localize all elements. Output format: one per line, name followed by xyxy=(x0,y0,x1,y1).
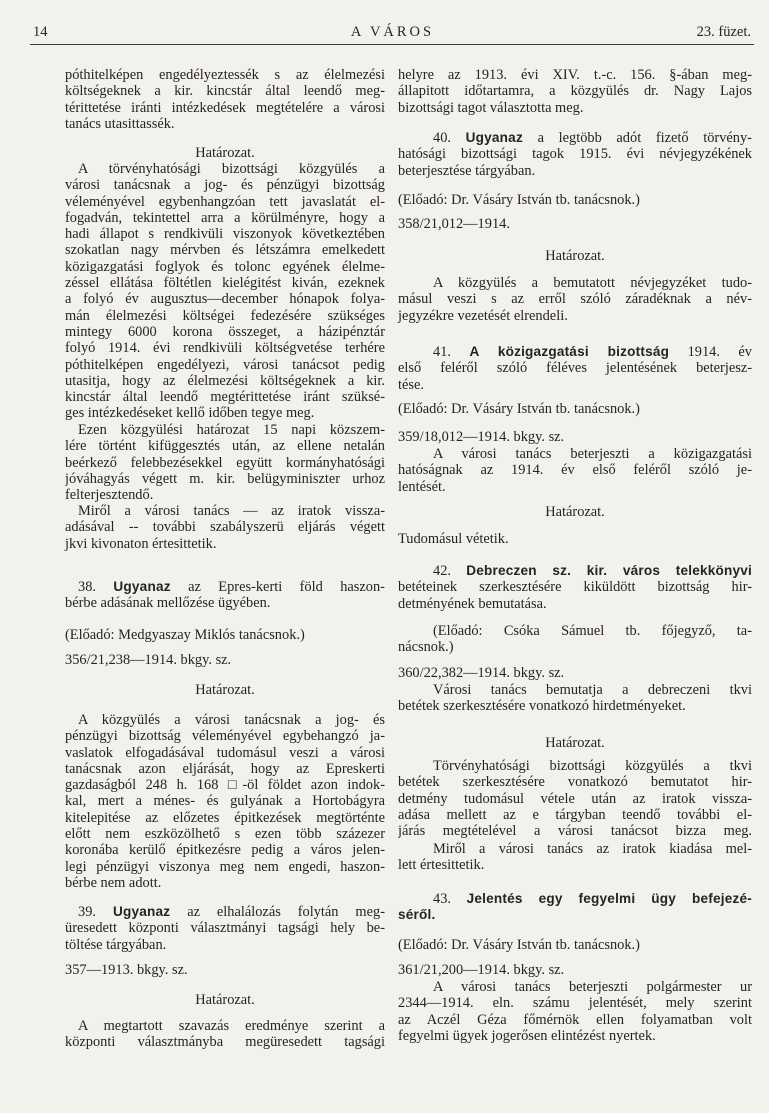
text-line: legi pénzügyi viszonya meg nem engedi, haszon- xyxy=(65,858,385,875)
item-heading xyxy=(398,891,752,907)
text-line: Miről a városi tanács az iratok kiadása mel- xyxy=(433,841,752,857)
text-line: térittetése iránti intézkedések megtételére a városi xyxy=(65,99,385,116)
item-number: 42. xyxy=(433,563,451,579)
text-line: póthitelképen engedélyezi, városi tanácsot pedig xyxy=(65,356,385,373)
text-line: tése. xyxy=(398,376,424,393)
speaker-note: (Előadó: Dr. Vásáry István tb. tanácsnok.) xyxy=(398,401,640,417)
text-line: hatóságnak az 1914. év első feléről szóló je- xyxy=(398,462,752,479)
text-line: pénzügyi bizottság véleményével egybehangzó ja- xyxy=(65,728,385,745)
paragraph xyxy=(65,503,385,552)
text-line: bérbe nem adott. xyxy=(65,874,162,891)
text-line: detmény tudomásul vétele után az iratok vissza- xyxy=(398,790,752,807)
text-line: ges intézkedéseket kellő időben tegye meg. xyxy=(65,405,315,422)
item-title: Ugyanaz xyxy=(465,130,523,145)
text-line: kitelepitése az előzetes épitkezések megtörténte xyxy=(65,809,385,826)
reference-number: 359/18,012—1914. bkgy. sz. xyxy=(398,429,565,445)
item-heading-cont xyxy=(65,595,385,611)
text-line: helyre az 1913. évi XIV. t.-c. 156. §-ában meg- xyxy=(398,67,752,83)
paragraph xyxy=(398,67,752,116)
text-line: beérkező felebbezésekkel együtt kormányhatósági xyxy=(65,454,385,471)
item-heading xyxy=(65,904,385,920)
page-number: 14 xyxy=(33,24,48,40)
text-line: koronába kerülő épitkezésre pedig a város jelen- xyxy=(65,842,385,859)
item-title-cont: séről. xyxy=(398,907,436,923)
reference-number: 360/22,382—1914. bkgy. sz. xyxy=(398,665,565,681)
text-line: detményének bemutatása. xyxy=(398,595,547,612)
item-title: Ugyanaz xyxy=(112,904,171,919)
section-heading: Határozat. xyxy=(195,145,255,161)
paragraph xyxy=(398,446,752,495)
text-line: tanácsnak azon eljárását, hogy az Epreskerti xyxy=(65,760,385,777)
text-line: adásával -- további szabályszerü eljárás végett xyxy=(65,519,385,536)
text-line: fogadván, tekintettel arra a körülményre, hogy a xyxy=(65,209,385,226)
item-heading xyxy=(398,130,752,146)
item-heading-cont xyxy=(65,920,385,953)
text-line: szokatlan nagy mérvben és létszámra emelkedett xyxy=(65,242,385,259)
text-line: jkvi kivonaton értesittetik. xyxy=(65,535,217,552)
item-heading-cont xyxy=(398,360,752,393)
agenda-item-43 xyxy=(398,891,752,924)
text-line: előtt nem eszközölhető s ezen több százezer xyxy=(65,826,385,843)
text-line: hadi állapot s rendkivüli viszonyok következtében xyxy=(65,226,385,243)
text-line: bizottsági tagot választotta meg. xyxy=(398,99,584,116)
text-line: fegyelmi ügyek jogerősen elintézést nyertek. xyxy=(398,1027,656,1044)
text-line: másul veszi s az erről szóló záradéknak a név- xyxy=(398,291,752,308)
item-heading-cont xyxy=(398,146,752,179)
item-number: 41. xyxy=(433,344,451,360)
text-line: A közgyülés a városi tanácsnak a jog- és xyxy=(78,712,385,728)
text-line: kal, mert a ménes- és gulyának a Hortobágyra xyxy=(65,793,385,810)
paragraph xyxy=(65,1018,385,1051)
text-line: A városi tanács beterjeszti a közigazgatási xyxy=(433,446,752,462)
text-line: tanács utasittassék. xyxy=(65,115,175,132)
paragraph xyxy=(65,67,385,132)
speaker-note: (Előadó: Dr. Vásáry István tb. tanácsnok.) xyxy=(398,192,640,208)
item-title: Jelentés egy fegyelmi ügy befejezé- xyxy=(466,891,752,906)
paragraph xyxy=(65,422,385,503)
section-heading: Határozat. xyxy=(195,682,255,698)
speaker-note xyxy=(398,623,752,656)
text-line: hatósági bizottsági tagok 1915. évi névjegyzékének xyxy=(398,146,752,163)
text-line: A közgyülés a bemutatott névjegyzéket tudo- xyxy=(433,275,752,291)
text-line: betétek szerkesztésére vonatkozó hirdetményeket. xyxy=(398,698,686,715)
text-line: töltése tárgyában. xyxy=(65,936,167,953)
section-heading: Határozat. xyxy=(545,248,605,264)
reference-number: 361/21,200—1914. bkgy. sz. xyxy=(398,962,565,978)
text-line: városi tanácsnak a jog- és pénzügyi bizottság xyxy=(65,177,385,194)
header-rule xyxy=(30,44,754,45)
agenda-item-38 xyxy=(65,579,385,612)
reference-number: 358/21,012—1914. xyxy=(398,216,510,232)
text-line: póthitelképen engedélyeztessék s az élelmezési xyxy=(65,67,385,83)
text-line: az Aczél Géza főmérnök ellen folyamatban volt xyxy=(398,1011,752,1028)
text-line: költségeknek a kir. kincstár által leendő meg- xyxy=(65,83,385,100)
text-line: mintegy 6000 korona összeget, a házipénztár xyxy=(65,323,385,340)
text-line: adása mellett az e tárgyban teendő további el- xyxy=(398,806,752,823)
decision-text: Tudomásul vétetik. xyxy=(398,531,509,547)
text-line: bérbe adásának mellőzése ügyében. xyxy=(65,595,271,612)
paragraph xyxy=(65,161,385,422)
item-number: 40. xyxy=(433,130,451,146)
text-line: kincstár által leendő megtérittetése iránt szüksé- xyxy=(65,389,385,406)
text-line: jegyzékre vezetését elrendeli. xyxy=(398,307,568,324)
text-line: nácsnok.) xyxy=(398,639,454,656)
item-number: 39. xyxy=(78,904,96,920)
item-title: A közigazgatási bizottság xyxy=(469,344,670,359)
text-line: Városi tanács bemutatja a debreczeni tkvi xyxy=(433,682,752,698)
text-line: beterjesztése tárgyában. xyxy=(398,162,536,179)
text-line: folyó 1914. évi rendkivüli költségvetése terhére xyxy=(65,340,385,357)
text-line: utasitja, hogy az élelmezési költségeknek a kir. xyxy=(65,372,385,389)
text-line: véleményével egybenhangzóan tett javaslatát el- xyxy=(65,193,385,210)
text-line: járás megtételével a városi tanácsot bizza meg. xyxy=(398,823,752,840)
text-line: állapitott időtartamra, a közgyülés dr. Nagy Lajos xyxy=(398,83,752,100)
text-line: lére történt kifüggesztés után, az ellene netalán xyxy=(65,438,385,455)
text-line: Ezen közgyülési határozat 15 napi közszem- xyxy=(78,422,385,438)
item-heading-cont xyxy=(398,579,752,612)
item-heading-text: 1914. év xyxy=(687,344,752,360)
text-line: jóváhagyás végett m. kir. belügyminiszter urhoz xyxy=(65,470,385,487)
text-line: (Előadó: Csóka Sámuel tb. főjegyző, ta- xyxy=(433,623,752,639)
text-line: betéteinek szerkesztésére kiküldött bizottság hir- xyxy=(398,579,752,596)
section-heading: Határozat. xyxy=(195,992,255,1008)
reference-number: 356/21,238—1914. bkgy. sz. xyxy=(65,652,232,668)
item-title: Debreczen sz. kir. város telekkönyvi xyxy=(466,563,752,578)
item-heading-text: a legtöbb adót fizető törvény- xyxy=(537,130,752,146)
paragraph xyxy=(398,979,752,1044)
text-line: a folyó év augusztus—december hónapok folya- xyxy=(65,291,385,308)
agenda-item-40 xyxy=(398,130,752,179)
item-heading xyxy=(398,563,752,579)
paragraph xyxy=(398,682,752,715)
text-line: 2344—1914. eln. számu jelentését, mely szerint xyxy=(398,995,752,1012)
agenda-item-39 xyxy=(65,904,385,953)
item-heading xyxy=(398,344,752,360)
paragraph xyxy=(398,758,752,839)
speaker-note: (Előadó: Dr. Vásáry István tb. tanácsnok.) xyxy=(398,937,640,953)
text-line: vaslatok elfogadásával tudomásul veszi a városi xyxy=(65,744,385,761)
text-line: A törvényhatósági bizottsági közgyülés a xyxy=(78,161,385,177)
paragraph xyxy=(65,712,385,891)
text-line: üresedett központi választmányi tagsági hely be- xyxy=(65,920,385,937)
text-line: felterjesztendő. xyxy=(65,487,154,504)
issue-label: 23. füzet. xyxy=(696,24,751,40)
item-number: 38. xyxy=(78,579,96,595)
text-line: A városi tanács beterjeszti polgármester ur xyxy=(433,979,752,995)
reference-number: 357—1913. bkgy. sz. xyxy=(65,962,188,978)
text-line: központi választmányba megüresedett tagsági xyxy=(65,1034,385,1051)
agenda-item-41 xyxy=(398,344,752,393)
item-heading-text: az elhalálozás folytán meg- xyxy=(187,904,385,920)
text-line: gazdaságból 248 h. 168 □-öl földet azon indok- xyxy=(65,777,385,794)
text-line: közigazgatási foglyok és tolonc egyének élelme- xyxy=(65,258,385,275)
section-heading: Határozat. xyxy=(545,735,605,751)
item-title: Ugyanaz xyxy=(113,579,171,594)
text-line: betétek szerkesztésére vonatkozó bemutatot hir- xyxy=(398,774,752,791)
speaker-note: (Előadó: Medgyaszay Miklós tanácsnok.) xyxy=(65,627,305,643)
paragraph xyxy=(398,275,752,324)
text-line: Törvényhatósági bizottsági közgyülés a tkvi xyxy=(433,758,752,774)
journal-title: A VÁROS xyxy=(350,24,435,40)
item-number: 43. xyxy=(433,891,451,907)
text-line: lentését. xyxy=(398,478,446,495)
text-line: zéssel ellátása föltétlen kielégitést kiván, ezeknek xyxy=(65,275,385,292)
paragraph xyxy=(398,841,752,874)
text-line: Miről a városi tanács — az iratok vissza- xyxy=(78,503,385,519)
text-line: lett értesittetik. xyxy=(398,857,485,874)
section-heading: Határozat. xyxy=(545,504,605,520)
text-line: A megtartott szavazás eredménye szerint a xyxy=(78,1018,385,1034)
item-heading xyxy=(65,579,385,595)
text-line: első feléről szóló féléves jelentésének beterjesz- xyxy=(398,360,752,377)
agenda-item-42 xyxy=(398,563,752,612)
text-line: mán élelmezési költségei fedezésére szükséges xyxy=(65,307,385,324)
item-heading-text: az Epres-kerti föld haszon- xyxy=(188,579,385,595)
